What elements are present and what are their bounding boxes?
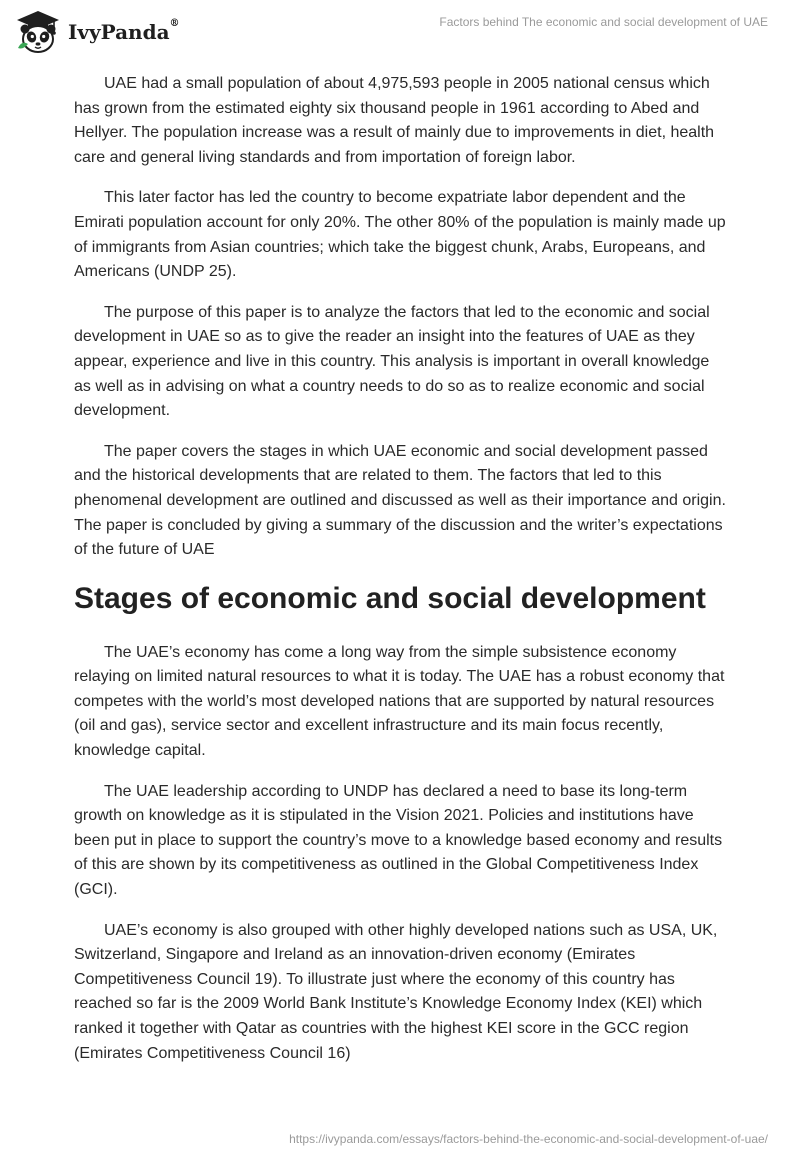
paragraph: The purpose of this paper is to analyze the factors that led to the economic and social development in UAE so as to give the reader an insight into the features of UAE as they appear, experience and live in this country. This analysis is important in overall knowledge as well as in advising on what a country needs to do so as to realize economic and social development.: [74, 303, 710, 420]
source-url[interactable]: https://ivypanda.com/essays/factors-behind-the-economic-and-social-development-of-uae/: [289, 1132, 768, 1146]
site-logo[interactable]: [14, 8, 180, 56]
paragraph: The UAE leadership according to UNDP has declared a need to base its long-term growth on knowledge as it is stipulated in the Vision 2021. Policies and institutions have been put in place to support the country’s move to a knowledge based economy and results of this are shown by its competitiveness as outlined in the Global Competitiveness Index (GCI).: [74, 782, 723, 899]
logo-text: IvyPanda®: [68, 18, 180, 44]
paragraph: The UAE’s economy has come a long way from the simple subsistence economy relaying on limited natural resources to what it is today. The UAE has a robust economy that competes with the world’s most developed nations that are supported by natural resources (oil and gas), service sector and excellent infrastructure and its main focus recently, knowledge capital.: [74, 643, 725, 760]
essay-content: [74, 72, 730, 1082]
panda-logo-icon: [14, 8, 62, 56]
paragraph: UAE’s economy is also grouped with other highly developed nations such as USA, UK, Switzerland, Singapore and Ireland as an innovation-driven economy (Emirates Competitiveness Council 19). To illustrate just where the economy of this country has reached so far is the 2009 World Bank Institute’s Knowledge Economy Index (KEI) which ranked it together with Qatar as countries with the highest KEI score in the GCC region (Emirates Competitiveness Council 16): [74, 921, 718, 1062]
paragraph: This later factor has led the country to become expatriate labor dependent and the Emirati population account for only 20%. The other 80% of the population is mainly made up of immigrants from Asian countries; which take the biggest chunk, Arabs, Europeans, and Americans (UNDP 25).: [74, 189, 726, 281]
document-title: Factors behind The economic and social development of UAE: [439, 15, 768, 29]
paragraph: UAE had a small population of about 4,975,593 people in 2005 national census which has grown from the estimated eighty six thousand people in 1961 according to Abed and Hellyer. The population increase was a result of mainly due to improvements in diet, health care and general living standards and from importation of foreign labor.: [74, 75, 715, 166]
section-heading: Stages of economic and social development: [74, 581, 706, 615]
paragraph: The paper covers the stages in which UAE economic and social development passed and the historical developments that are related to them. The factors that led to this phenomenal development are outlined and discussed as well as their importance and origin. The paper is concluded by giving a summary of the discussion and the writer’s expectations of the future of UAE: [74, 442, 726, 559]
